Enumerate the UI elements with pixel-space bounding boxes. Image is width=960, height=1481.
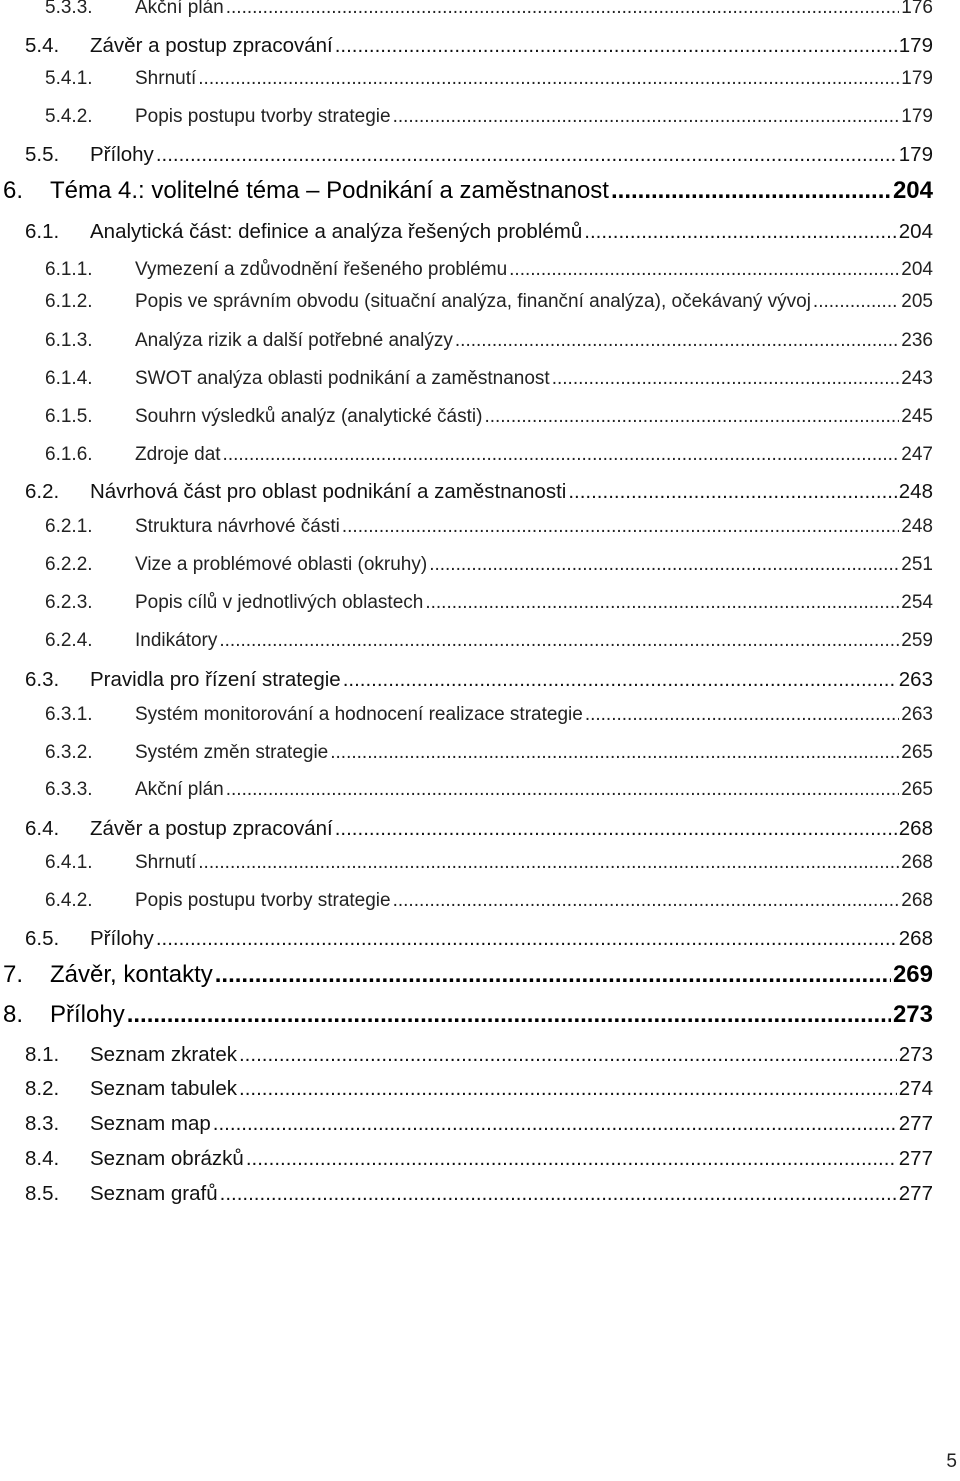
toc-entry-title: Systém monitorování a hodnocení realizace strategie [135,704,583,725]
toc-entry-page: 268 [898,817,933,840]
toc-entry-number: 8.4. [25,1147,60,1170]
toc-entry[interactable] [0,704,960,726]
toc-entry-page: 179 [898,143,933,166]
toc-entry-title: Souhrn výsledků analýz (analytické části) [135,406,483,427]
dot-leader [335,817,897,841]
toc-entry-page: 263 [898,668,933,691]
toc-entry-page: 265 [901,742,933,763]
toc-entry-page: 204 [892,177,933,204]
dot-leader [220,1182,897,1206]
dot-leader [239,1043,897,1067]
toc-entry-page: 248 [898,480,933,503]
dot-leader [198,68,899,90]
toc-entry-page: 273 [892,1001,933,1028]
toc-entry-number: 5.5. [25,143,60,166]
toc-entry-page: 269 [892,961,933,988]
toc-entry-page: 243 [901,368,933,389]
toc-entry[interactable] [0,68,960,90]
toc-entry-number: 7. [3,961,24,988]
toc-entry[interactable] [0,779,960,801]
toc-entry[interactable] [0,742,960,764]
dot-leader [813,291,899,313]
toc-entry-page: 204 [898,220,933,243]
toc-entry-title: Akční plán [135,0,224,18]
toc-entry-number: 6.2.4. [45,630,93,651]
toc-entry-title: Seznam obrázků [90,1147,244,1170]
toc-entry-page: 179 [898,34,933,57]
toc-entry-title: Analytická část: definice a analýza řešených problémů [90,220,583,243]
toc-entry-number: 6.2.1. [45,516,93,537]
toc-entry-title: Indikátory [135,630,218,651]
toc-entry-page: 245 [901,406,933,427]
toc-entry-number: 6.2.2. [45,554,93,575]
toc-entry-title: Popis cílů v jednotlivých oblastech [135,592,424,613]
toc-entry-number: 6.3.1. [45,704,93,725]
dot-leader [226,0,900,19]
toc-entry[interactable] [0,554,960,576]
toc-entry-page: 277 [898,1182,933,1205]
toc-entry[interactable] [0,106,960,128]
dot-leader [246,1147,897,1171]
toc-entry[interactable] [0,406,960,428]
toc-entry[interactable] [0,1182,960,1206]
toc-entry-page: 254 [901,592,933,613]
toc-entry-title: Přílohy [50,1001,125,1028]
toc-entry-number: 5.4.1. [45,68,93,89]
toc-entry-number: 6.1.3. [45,330,93,351]
toc-entry-title: Popis postupu tvorby strategie [135,890,391,911]
toc-entry-title: Popis ve správním obvodu (situační analýza, finanční analýza), očekávaný vývoj [135,291,811,312]
dot-leader [156,143,897,167]
toc-entry-title: Shrnutí [135,68,197,89]
toc-entry-number: 5.4.2. [45,106,93,127]
dot-leader [198,852,899,874]
toc-entry-number: 8. [3,1001,24,1028]
toc-entry-page: 179 [901,106,933,127]
dot-leader [156,927,897,951]
toc-entry-number: 6.4.2. [45,890,93,911]
toc-entry-title: Téma 4.: volitelné téma – Podnikání a zaměstnanost [50,177,609,204]
toc-entry-title: Seznam grafů [90,1182,218,1205]
toc-entry[interactable] [0,927,960,951]
toc-entry-page: 277 [898,1147,933,1170]
toc-entry-title: Popis postupu tvorby strategie [135,106,391,127]
toc-entry-page: 248 [901,516,933,537]
toc-entry-page: 176 [901,0,933,18]
dot-leader [127,1001,891,1029]
toc-entry[interactable] [0,630,960,652]
toc-entry-page: 251 [901,554,933,575]
toc-entry-number: 6.1.5. [45,406,93,427]
dot-leader [552,368,900,390]
toc-entry[interactable] [0,291,960,313]
toc-entry-title: Pravidla pro řízení strategie [90,668,341,691]
toc-entry-title: SWOT analýza oblasti podnikání a zaměstnanost [135,368,550,389]
toc-entry-number: 6.3.3. [45,779,93,800]
toc-entry[interactable] [0,34,960,58]
toc-entry-page: 268 [901,890,933,911]
dot-leader [226,779,900,801]
toc-entry-title: Vize a problémové oblasti (okruhy) [135,554,428,575]
toc-entry-number: 6. [3,177,24,204]
dot-leader [223,444,900,466]
toc-entry[interactable] [0,330,960,352]
dot-leader [425,592,899,614]
toc-entry[interactable] [0,961,960,989]
toc-entry-number: 8.2. [25,1077,60,1100]
toc-entry-page: 205 [901,291,933,312]
toc-entry-number: 6.3.2. [45,742,93,763]
toc-entry-page: 273 [898,1043,933,1066]
toc-entry-title: Závěr, kontakty [50,961,213,988]
dot-leader [509,259,899,281]
toc-entry[interactable] [0,890,960,912]
toc-entry-title: Závěr a postup zpracování [90,817,333,840]
toc-entry[interactable] [0,516,960,538]
toc-entry-page: 204 [901,259,933,280]
toc-entry[interactable] [0,259,960,281]
toc-entry-title: Akční plán [135,779,224,800]
toc-entry-page: 268 [898,927,933,950]
dot-leader [335,34,897,58]
toc-entry-number: 6.2. [25,480,60,503]
toc-entry-page: 247 [901,444,933,465]
toc-entry-title: Návrhová část pro oblast podnikání a zaměstnanosti [90,480,567,503]
toc-entry-page: 263 [901,704,933,725]
toc-entry-title: Seznam zkratek [90,1043,237,1066]
dot-leader [455,330,899,352]
dot-leader [343,668,897,692]
toc-entry[interactable] [0,220,960,244]
toc-entry-page: 179 [901,68,933,89]
dot-leader [585,704,899,726]
dot-leader [568,480,896,504]
toc-entry-page: 274 [898,1077,933,1100]
toc-entry[interactable] [0,817,960,841]
toc-entry[interactable] [0,668,960,692]
toc-entry[interactable] [0,1043,960,1067]
dot-leader [393,106,900,128]
toc-entry-number: 6.4.1. [45,852,93,873]
toc-entry-title: Struktura návrhové části [135,516,340,537]
toc-entry-number: 6.4. [25,817,60,840]
toc-entry-title: Přílohy [90,143,154,166]
dot-leader [484,406,899,428]
toc-entry-title: Přílohy [90,927,154,950]
toc-entry[interactable] [0,0,960,19]
toc-entry[interactable] [0,1147,960,1171]
toc-entry-title: Systém změn strategie [135,742,329,763]
toc-entry-number: 6.1.1. [45,259,93,280]
toc-entry-title: Analýza rizik a další potřebné analýzy [135,330,453,351]
toc-entry-number: 6.1.2. [45,291,93,312]
toc-entry-title: Vymezení a zdůvodnění řešeného problému [135,259,508,280]
toc-entry-number: 6.2.3. [45,592,93,613]
toc-entry[interactable] [0,1001,960,1029]
toc-entry-title: Závěr a postup zpracování [90,34,333,57]
toc-entry-number: 6.5. [25,927,60,950]
dot-leader [429,554,899,576]
dot-leader [393,890,900,912]
toc-entry[interactable] [0,480,960,504]
dot-leader [584,220,897,244]
toc-entry-page: 277 [898,1112,933,1135]
toc-entry-number: 6.1. [25,220,60,243]
dot-leader [611,177,891,205]
toc-entry-page: 268 [901,852,933,873]
dot-leader [342,516,899,538]
toc-entry[interactable] [0,177,960,205]
toc-entry-title: Seznam map [90,1112,211,1135]
toc-entry-number: 5.3.3. [45,0,93,18]
toc-entry[interactable] [0,444,960,466]
page-number: 5 [946,1451,957,1472]
toc-entry-number: 8.5. [25,1182,60,1205]
toc-entry[interactable] [0,852,960,874]
dot-leader [239,1077,897,1101]
toc-entry-title: Shrnutí [135,852,197,873]
toc-entry-title: Seznam tabulek [90,1077,238,1100]
toc-entry-page: 259 [901,630,933,651]
dot-leader [330,742,899,764]
toc-entry-page: 236 [901,330,933,351]
toc-entry[interactable] [0,368,960,390]
toc-entry[interactable] [0,1112,960,1136]
toc-entry-page: 265 [901,779,933,800]
dot-leader [213,1112,897,1136]
toc-entry-number: 6.1.4. [45,368,93,389]
toc-entry-number: 6.1.6. [45,444,93,465]
toc-entry[interactable] [0,1077,960,1101]
toc-entry-number: 5.4. [25,34,60,57]
toc-entry-number: 8.1. [25,1043,60,1066]
toc-entry-title: Zdroje dat [135,444,221,465]
toc-entry[interactable] [0,143,960,167]
dot-leader [219,630,899,652]
toc-entry-number: 8.3. [25,1112,60,1135]
toc-entry[interactable] [0,592,960,614]
toc-entry-number: 6.3. [25,668,60,691]
dot-leader [215,961,891,989]
